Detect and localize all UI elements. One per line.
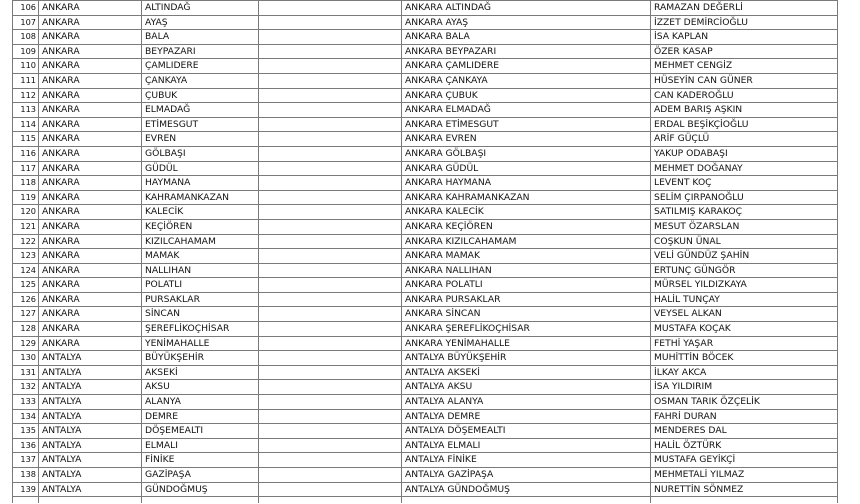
mayor-cell: HALİL TUNÇAY	[651, 292, 838, 307]
district-cell: PURSAKLAR	[142, 292, 259, 307]
mayor-cell: MUSTAFA GEYİKÇİ	[651, 453, 838, 468]
row-number-cell: 132	[13, 380, 39, 395]
empty-cell	[259, 336, 402, 351]
full-name-cell: ANKARA ALTINDAĞ	[402, 1, 651, 16]
table-row	[13, 146, 838, 161]
table-row	[13, 15, 838, 30]
empty-cell	[259, 292, 402, 307]
empty-cell	[402, 497, 651, 504]
full-name-cell: ANTALYA AKSEKİ	[402, 365, 651, 380]
mayor-cell: ADEM BARIŞ AŞKIN	[651, 103, 838, 118]
district-cell: FİNİKE	[142, 453, 259, 468]
empty-cell	[259, 234, 402, 249]
table-row	[13, 59, 838, 74]
district-cell: HAYMANA	[142, 176, 259, 191]
empty-cell	[259, 103, 402, 118]
mayor-cell: LEVENT KOÇ	[651, 176, 838, 191]
province-cell: ANTALYA	[39, 424, 142, 439]
province-cell: ANKARA	[39, 161, 142, 176]
empty-cell	[259, 365, 402, 380]
district-cell: NALLIHAN	[142, 263, 259, 278]
table-row	[13, 132, 838, 147]
table-body	[13, 1, 838, 504]
mayor-cell: HÜSEYİN CAN GÜNER	[651, 73, 838, 88]
full-name-cell: ANKARA MAMAK	[402, 249, 651, 264]
table-row	[13, 365, 838, 380]
full-name-cell: ANKARA ÇANKAYA	[402, 73, 651, 88]
district-cell: ALANYA	[142, 395, 259, 410]
full-name-cell: ANKARA ÇUBUK	[402, 88, 651, 103]
province-cell: ANKARA	[39, 44, 142, 59]
table-row	[13, 322, 838, 337]
empty-cell	[651, 497, 838, 504]
empty-cell	[259, 73, 402, 88]
row-number-cell: 139	[13, 482, 39, 497]
mayor-cell: CAN KADEROĞLU	[651, 88, 838, 103]
table-row	[13, 103, 838, 118]
province-cell: ANKARA	[39, 73, 142, 88]
province-cell: ANTALYA	[39, 365, 142, 380]
full-name-cell: ANTALYA GAZİPAŞA	[402, 468, 651, 483]
province-cell: ANKARA	[39, 205, 142, 220]
empty-cell	[259, 453, 402, 468]
empty-cell	[259, 146, 402, 161]
table-row	[13, 190, 838, 205]
full-name-cell: ANTALYA DEMRE	[402, 409, 651, 424]
row-number-cell: 119	[13, 190, 39, 205]
district-cell: GÜNDOĞMUŞ	[142, 482, 259, 497]
province-cell: ANKARA	[39, 1, 142, 16]
empty-cell	[259, 176, 402, 191]
mayor-cell: ERTUNÇ GÜNGÖR	[651, 263, 838, 278]
row-number-cell: 130	[13, 351, 39, 366]
full-name-cell: ANKARA ETİMESGUT	[402, 117, 651, 132]
province-cell: ANTALYA	[39, 409, 142, 424]
row-number-cell: 124	[13, 263, 39, 278]
table-row	[13, 482, 838, 497]
table-row	[13, 263, 838, 278]
table-row	[13, 336, 838, 351]
empty-cell	[259, 380, 402, 395]
full-name-cell: ANKARA EVREN	[402, 132, 651, 147]
province-cell: ANKARA	[39, 190, 142, 205]
empty-cell	[259, 1, 402, 16]
empty-cell	[259, 322, 402, 337]
full-name-cell: ANKARA YENİMAHALLE	[402, 336, 651, 351]
full-name-cell: ANKARA AYAŞ	[402, 15, 651, 30]
mayor-cell: ERDAL BEŞİKÇİOĞLU	[651, 117, 838, 132]
province-cell: ANTALYA	[39, 380, 142, 395]
full-name-cell: ANKARA PURSAKLAR	[402, 292, 651, 307]
row-number-cell: 110	[13, 59, 39, 74]
empty-cell	[259, 44, 402, 59]
table-row-cut-off	[13, 497, 838, 504]
full-name-cell: ANTALYA ELMALI	[402, 438, 651, 453]
full-name-cell: ANKARA ŞEREFLİKOÇHİSAR	[402, 322, 651, 337]
row-number-cell: 133	[13, 395, 39, 410]
empty-cell	[259, 249, 402, 264]
full-name-cell: ANKARA HAYMANA	[402, 176, 651, 191]
row-number-cell: 138	[13, 468, 39, 483]
district-cell: POLATLI	[142, 278, 259, 293]
table-row	[13, 468, 838, 483]
full-name-cell: ANKARA BEYPAZARI	[402, 44, 651, 59]
mayor-cell: NURETTİN SÖNMEZ	[651, 482, 838, 497]
mayor-cell: VEYSEL ALKAN	[651, 307, 838, 322]
row-number-cell: 137	[13, 453, 39, 468]
full-name-cell: ANKARA GÖLBAŞI	[402, 146, 651, 161]
empty-cell	[259, 132, 402, 147]
full-name-cell: ANKARA KALECİK	[402, 205, 651, 220]
empty-cell	[259, 263, 402, 278]
mayor-cell: İLKAY AKCA	[651, 365, 838, 380]
row-number-cell: 128	[13, 322, 39, 337]
district-cell: SİNCAN	[142, 307, 259, 322]
row-number-cell: 136	[13, 438, 39, 453]
mayor-cell: İSA KAPLAN	[651, 30, 838, 45]
province-cell: ANKARA	[39, 146, 142, 161]
table-row	[13, 424, 838, 439]
empty-cell	[259, 59, 402, 74]
full-name-cell: ANTALYA ALANYA	[402, 395, 651, 410]
mayor-cell: RAMAZAN DEĞERLİ	[651, 1, 838, 16]
province-cell: ANTALYA	[39, 482, 142, 497]
table-row	[13, 1, 838, 16]
row-number-cell: 135	[13, 424, 39, 439]
mayor-cell: İSA YILDIRIM	[651, 380, 838, 395]
row-number-cell: 115	[13, 132, 39, 147]
district-cell: ŞEREFLİKOÇHİSAR	[142, 322, 259, 337]
empty-cell	[259, 117, 402, 132]
province-cell: ANKARA	[39, 103, 142, 118]
district-cell: ÇUBUK	[142, 88, 259, 103]
mayor-cell: MEHMET CENGİZ	[651, 59, 838, 74]
full-name-cell: ANKARA GÜDÜL	[402, 161, 651, 176]
empty-cell	[259, 161, 402, 176]
province-cell: ANTALYA	[39, 351, 142, 366]
full-name-cell: ANKARA KAHRAMANKAZAN	[402, 190, 651, 205]
empty-cell	[259, 190, 402, 205]
full-name-cell: ANTALYA FİNİKE	[402, 453, 651, 468]
empty-cell	[259, 351, 402, 366]
full-name-cell: ANKARA KEÇİÖREN	[402, 219, 651, 234]
mayor-cell: MÜRSEL YILDIZKAYA	[651, 278, 838, 293]
province-cell: ANKARA	[39, 307, 142, 322]
table-row	[13, 30, 838, 45]
province-cell: ANKARA	[39, 88, 142, 103]
empty-cell	[259, 409, 402, 424]
empty-cell	[259, 205, 402, 220]
province-cell: ANKARA	[39, 59, 142, 74]
mayor-cell: FETHİ YAŞAR	[651, 336, 838, 351]
table-row	[13, 219, 838, 234]
row-number-cell: 127	[13, 307, 39, 322]
mayor-cell: MUSTAFA KOÇAK	[651, 322, 838, 337]
empty-cell	[259, 482, 402, 497]
row-number-cell: 121	[13, 219, 39, 234]
full-name-cell: ANTALYA BÜYÜKŞEHİR	[402, 351, 651, 366]
table-row	[13, 249, 838, 264]
district-cell: ALTINDAĞ	[142, 1, 259, 16]
province-cell: ANTALYA	[39, 453, 142, 468]
mayor-cell: İZZET DEMİRCİOĞLU	[651, 15, 838, 30]
province-cell: ANKARA	[39, 336, 142, 351]
mayor-cell: OSMAN TARIK ÖZÇELİK	[651, 395, 838, 410]
mayor-cell: COŞKUN ÜNAL	[651, 234, 838, 249]
province-cell: ANKARA	[39, 234, 142, 249]
row-number-cell: 134	[13, 409, 39, 424]
province-cell: ANKARA	[39, 263, 142, 278]
empty-cell	[259, 438, 402, 453]
empty-cell	[39, 497, 142, 504]
mayor-cell: ARİF GÜÇLÜ	[651, 132, 838, 147]
empty-cell	[142, 497, 259, 504]
empty-cell	[259, 424, 402, 439]
row-number-cell: 126	[13, 292, 39, 307]
empty-cell	[259, 219, 402, 234]
province-cell: ANKARA	[39, 278, 142, 293]
district-cell: DÖŞEMEALTI	[142, 424, 259, 439]
table-row	[13, 395, 838, 410]
province-cell: ANKARA	[39, 219, 142, 234]
row-number-cell: 120	[13, 205, 39, 220]
district-cell: KEÇİÖREN	[142, 219, 259, 234]
table-row	[13, 307, 838, 322]
empty-cell	[13, 497, 39, 504]
district-cell: GAZİPAŞA	[142, 468, 259, 483]
mayor-cell: HALİL ÖZTÜRK	[651, 438, 838, 453]
full-name-cell: ANKARA NALLIHAN	[402, 263, 651, 278]
table-row	[13, 88, 838, 103]
mayor-cell: SELİM ÇIRPANOĞLU	[651, 190, 838, 205]
district-cell: EVREN	[142, 132, 259, 147]
empty-cell	[259, 15, 402, 30]
row-number-cell: 131	[13, 365, 39, 380]
district-cell: GÖLBAŞI	[142, 146, 259, 161]
empty-cell	[259, 278, 402, 293]
mayor-cell: YAKUP ODABAŞI	[651, 146, 838, 161]
district-cell: ELMALI	[142, 438, 259, 453]
table-row	[13, 453, 838, 468]
full-name-cell: ANKARA POLATLI	[402, 278, 651, 293]
district-cell: AYAŞ	[142, 15, 259, 30]
full-name-cell: ANKARA ELMADAĞ	[402, 103, 651, 118]
row-number-cell: 108	[13, 30, 39, 45]
table-row	[13, 409, 838, 424]
empty-cell	[259, 88, 402, 103]
empty-cell	[259, 30, 402, 45]
table-row	[13, 438, 838, 453]
empty-cell	[259, 395, 402, 410]
full-name-cell: ANTALYA AKSU	[402, 380, 651, 395]
row-number-cell: 122	[13, 234, 39, 249]
province-cell: ANTALYA	[39, 468, 142, 483]
table-row	[13, 205, 838, 220]
table-row	[13, 292, 838, 307]
province-cell: ANKARA	[39, 249, 142, 264]
table-row	[13, 278, 838, 293]
row-number-cell: 123	[13, 249, 39, 264]
table-row	[13, 44, 838, 59]
district-cell: BÜYÜKŞEHİR	[142, 351, 259, 366]
mayor-cell: FAHRİ DURAN	[651, 409, 838, 424]
mayor-cell: SATILMIŞ KARAKOÇ	[651, 205, 838, 220]
full-name-cell: ANKARA SİNCAN	[402, 307, 651, 322]
full-name-cell: ANKARA ÇAMLIDERE	[402, 59, 651, 74]
table-row	[13, 117, 838, 132]
row-number-cell: 112	[13, 88, 39, 103]
table-row	[13, 380, 838, 395]
row-number-cell: 109	[13, 44, 39, 59]
district-cell: AKSEKİ	[142, 365, 259, 380]
full-name-cell: ANKARA KIZILCAHAMAM	[402, 234, 651, 249]
empty-cell	[259, 497, 402, 504]
district-cell: BALA	[142, 30, 259, 45]
district-cell: AKSU	[142, 380, 259, 395]
mayor-cell: ÖZER KASAP	[651, 44, 838, 59]
table-row	[13, 176, 838, 191]
district-cell: KALECİK	[142, 205, 259, 220]
district-cell: BEYPAZARI	[142, 44, 259, 59]
empty-cell	[259, 468, 402, 483]
district-cell: ÇANKAYA	[142, 73, 259, 88]
mayor-cell: MEHMET DOĞANAY	[651, 161, 838, 176]
district-cell: ETİMESGUT	[142, 117, 259, 132]
province-cell: ANKARA	[39, 117, 142, 132]
district-cell: MAMAK	[142, 249, 259, 264]
province-cell: ANKARA	[39, 322, 142, 337]
province-cell: ANTALYA	[39, 395, 142, 410]
row-number-cell: 125	[13, 278, 39, 293]
full-name-cell: ANKARA BALA	[402, 30, 651, 45]
row-number-cell: 107	[13, 15, 39, 30]
province-cell: ANKARA	[39, 176, 142, 191]
province-cell: ANKARA	[39, 132, 142, 147]
table-row	[13, 234, 838, 249]
mayor-cell: VELİ GÜNDÜZ ŞAHİN	[651, 249, 838, 264]
row-number-cell: 117	[13, 161, 39, 176]
row-number-cell: 129	[13, 336, 39, 351]
mayor-cell: MEHMETALİ YILMAZ	[651, 468, 838, 483]
row-number-cell: 106	[13, 1, 39, 16]
district-cell: YENİMAHALLE	[142, 336, 259, 351]
district-cell: ÇAMLIDERE	[142, 59, 259, 74]
full-name-cell: ANTALYA DÖŞEMEALTI	[402, 424, 651, 439]
row-number-cell: 118	[13, 176, 39, 191]
mayor-cell: MUHİTTİN BÖCEK	[651, 351, 838, 366]
district-cell: ELMADAĞ	[142, 103, 259, 118]
row-number-cell: 114	[13, 117, 39, 132]
table-row	[13, 73, 838, 88]
mayor-list-table	[12, 0, 838, 503]
row-number-cell: 116	[13, 146, 39, 161]
full-name-cell: ANTALYA GÜNDOĞMUŞ	[402, 482, 651, 497]
mayor-cell: MENDERES DAL	[651, 424, 838, 439]
empty-cell	[259, 307, 402, 322]
row-number-cell: 111	[13, 73, 39, 88]
table-row	[13, 351, 838, 366]
row-number-cell: 113	[13, 103, 39, 118]
district-cell: GÜDÜL	[142, 161, 259, 176]
district-cell: KAHRAMANKAZAN	[142, 190, 259, 205]
province-cell: ANKARA	[39, 15, 142, 30]
table-row	[13, 161, 838, 176]
province-cell: ANKARA	[39, 292, 142, 307]
province-cell: ANKARA	[39, 30, 142, 45]
district-cell: KIZILCAHAMAM	[142, 234, 259, 249]
mayor-cell: MESUT ÖZARSLAN	[651, 219, 838, 234]
district-cell: DEMRE	[142, 409, 259, 424]
province-cell: ANTALYA	[39, 438, 142, 453]
